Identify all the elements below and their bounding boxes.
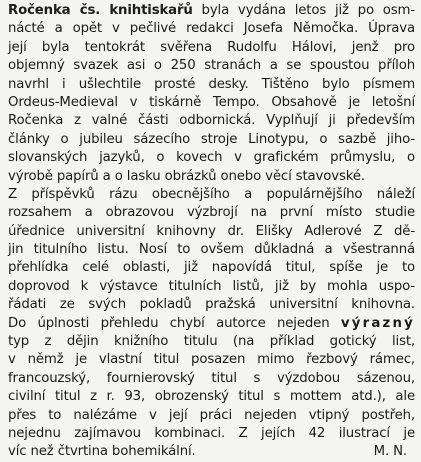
text-line: nácté a opět v pečlivé redakci Josefa Němočka. Úprava	[8, 21, 415, 37]
text-line: doprovod k výstavce titulních listů, již by mohla uspo-	[8, 278, 415, 294]
text-line: francouzský, fournierovský titul s výzdobou sázenou,	[8, 370, 415, 386]
text-line: Ročenka z valné části odbornická. Vyplňují ji především	[8, 113, 415, 129]
author-signature: M. N.	[373, 444, 407, 460]
text-line: její byla tentokrát svěřena Rudolfu Hálovi, jenž pro	[8, 39, 415, 55]
text-line-final	[8, 443, 415, 461]
text-line-rest: byla vydána letos již po osm-	[192, 3, 415, 18]
text-line-final-text: víc než čtvrtina bohemikální.	[8, 444, 196, 460]
text-line: Z příspěvků rázu obecnějšího a populárnějšího náleží	[8, 186, 415, 202]
text-line	[8, 2, 415, 20]
text-line: řádati ze svých pokladů pražská universitní knihovna.	[8, 297, 415, 313]
text-line: přehlídka celé oblasti, již napovídá titul, spíše je to	[8, 260, 415, 276]
text-line: výrobě papírů a o lasku obrázků onebo věcí stavovské.	[8, 168, 365, 184]
text-line: objemný svazek asi o 250 stranách a se spoustou příloh	[8, 58, 415, 74]
text-line: články o jubileu sázecího stroje Linotypu, o sazbě jiho-	[8, 131, 415, 147]
text-line: jin titulního listu. Nosí to ovšem důkladná a všestranná	[8, 242, 415, 258]
text-line: rozsahem a obrazovou výzbrojí na první místo studie	[8, 205, 415, 221]
text-line: navrhl i ušlechtile prosté desky. Tištěno bylo písmem	[8, 76, 415, 92]
text-line: Ordeus-Medieval v tiskárně Tempo. Obsahově je letošní	[8, 94, 415, 110]
emphasized-word: výrazný	[340, 315, 415, 331]
text-line: civilní titul z r. 93, obrozenský titul s mottem atd.), ale	[8, 389, 415, 405]
text-line: úřednice universitní knihovny dr. Elišky Adlerové Z dě-	[8, 223, 415, 239]
text-line: typ z dějin knižního titulu (na příklad gotický list,	[8, 334, 415, 350]
lead-title: Ročenka čs. knihtiskařů	[8, 3, 193, 18]
text-line: nejednu zajímavou kombinaci. Z jejích 42 ilustrací je	[8, 425, 415, 441]
text-line: slovanských jazyků, o kovech v grafickém průmyslu, o	[8, 150, 415, 166]
text-line: Do úplnosti přehledu chybí autorce nejeden výrazný	[8, 315, 415, 331]
text-line: přes to nalézáme v její práci nejeden vtipný postřeh,	[8, 407, 415, 423]
text-line: v němž je vlastní titul posazen mimo řezbový rámec,	[8, 352, 415, 368]
